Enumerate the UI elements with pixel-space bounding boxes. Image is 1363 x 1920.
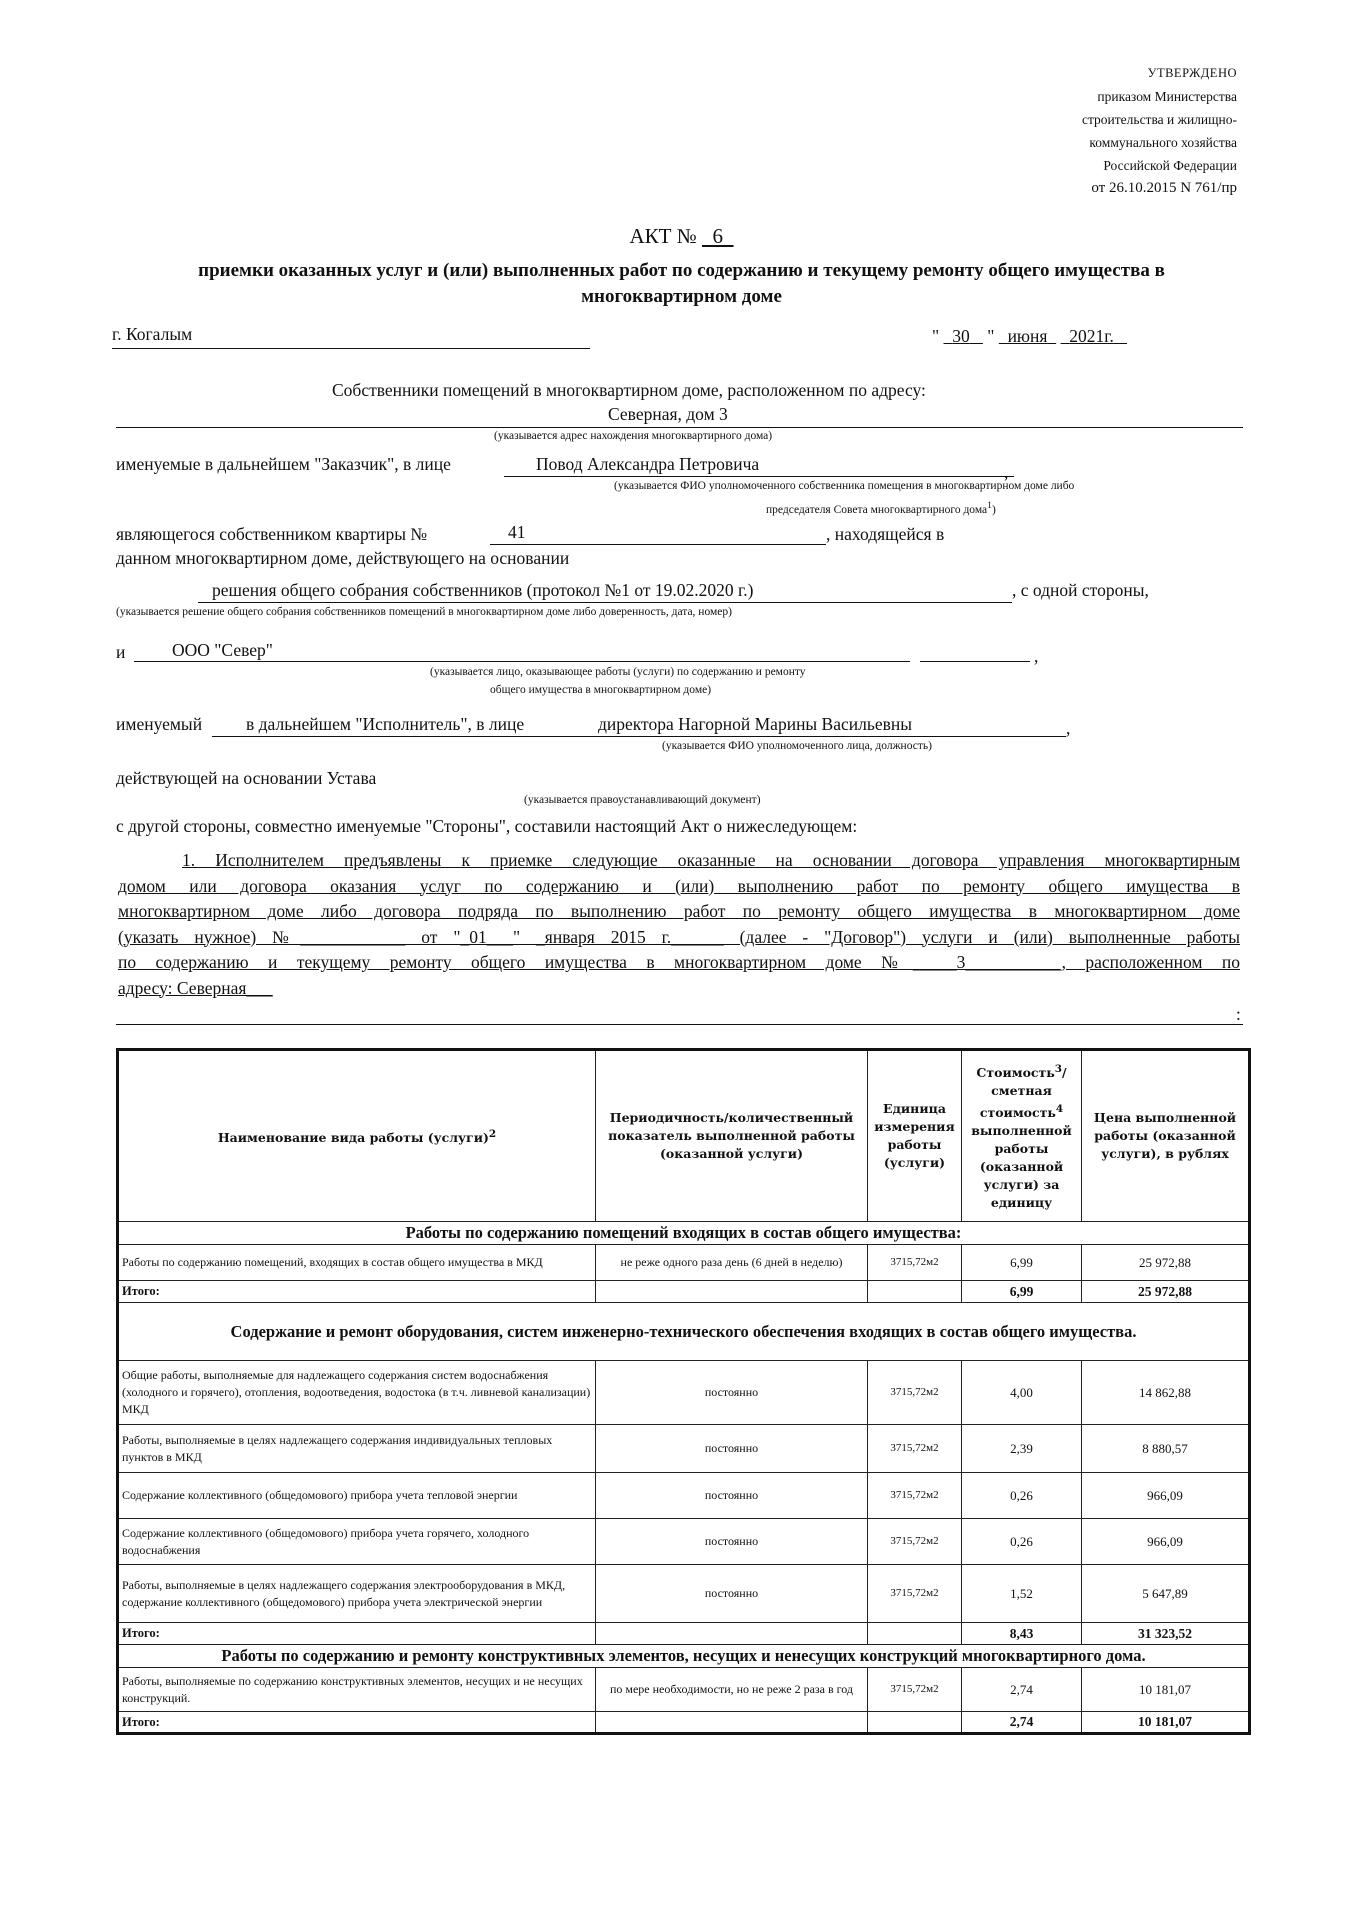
date-month xyxy=(999,326,1056,346)
person-hint: (указывается ФИО уполномоченного лица, должность) xyxy=(662,740,932,752)
work-name: Общие работы, выполняемые для надлежащего содержания систем водоснабжения (холодного и горячего), отопления, водоотведения, водостока (в т.ч. ливневой канализации) МКД xyxy=(118,1361,596,1425)
contractor-hint: (указывается лицо, оказывающее работы (услуги) по содержанию и ремонту xyxy=(430,666,806,678)
owner-suffix: , находящейся в xyxy=(826,524,945,544)
clause-colon: : xyxy=(1236,1004,1241,1024)
city-underline xyxy=(112,348,590,349)
total-label: Итого: xyxy=(118,1281,596,1303)
section-title: Содержание и ремонт оборудования, систем инженерно-технического обеспечения входящих в состав общего имущества. xyxy=(118,1303,1250,1361)
clause-text: по содержанию и текущему ремонту общего имущества в многоквартирном доме №_____3___________, расположенном по xyxy=(118,952,1240,972)
contractor-basis: действующей на основании Устава xyxy=(116,768,377,788)
clause-1 xyxy=(118,848,1240,1001)
basis-suffix: , с одной стороны, xyxy=(1012,580,1149,600)
owners-basis: решения общего собрания собственников (протокол №1 от 19.02.2020 г.) xyxy=(212,580,754,600)
contractor-underline xyxy=(134,661,910,662)
empty-cell xyxy=(868,1281,962,1303)
header-cost-text: /сметная стоимость xyxy=(979,1065,1067,1121)
customer-hint xyxy=(766,500,996,516)
work-periodicity: постоянно xyxy=(596,1473,868,1519)
date-year xyxy=(1061,326,1127,346)
work-cost: 2,74 xyxy=(962,1668,1082,1712)
section-title: Работы по содержанию и ремонту конструктивных элементов, несущих и ненесущих конструкций многоквартирного дома. xyxy=(118,1645,1250,1668)
footnote-mark: 3 xyxy=(1054,1062,1062,1075)
footnote-mark: 2 xyxy=(488,1127,497,1140)
customer-hint-end: ) xyxy=(991,503,996,516)
work-unit: 3715,72м2 xyxy=(868,1361,962,1425)
total-cost: 2,74 xyxy=(962,1712,1082,1734)
apartment-number: 41 xyxy=(508,522,526,542)
work-price: 5 647,89 xyxy=(1082,1565,1250,1623)
footnote-mark: 1 xyxy=(987,500,992,511)
footnote-mark: 4 xyxy=(1055,1103,1064,1115)
work-price: 25 972,88 xyxy=(1082,1245,1250,1281)
header-periodicity: Периодичность/количественный показатель выполненной работы (оказанной услуги) xyxy=(596,1050,868,1222)
work-cost: 0,26 xyxy=(962,1519,1082,1565)
work-cost: 6,99 xyxy=(962,1245,1082,1281)
basis-hint: (указывается решение общего собрания собственников помещений в многоквартирном доме либо доверенность, дата, номер) xyxy=(116,606,732,618)
work-name: Работы, выполняемые в целях надлежащего содержания электрооборудования в МКД, содержание коллективного (общедомового) прибора учета электрической энергии xyxy=(118,1565,596,1623)
work-name: Работы по содержанию помещений, входящих в состав общего имущества в МКД xyxy=(118,1245,596,1281)
work-cost: 2,39 xyxy=(962,1425,1082,1473)
header-name xyxy=(118,1050,596,1222)
approval-block xyxy=(1082,62,1237,200)
work-cost: 4,00 xyxy=(962,1361,1082,1425)
basis-underline xyxy=(198,602,1012,603)
clause-line xyxy=(118,899,1240,925)
total-price: 31 323,52 xyxy=(1082,1623,1250,1645)
table-row xyxy=(118,1473,1250,1519)
total-label: Итого: xyxy=(118,1712,596,1734)
work-periodicity: постоянно xyxy=(596,1565,868,1623)
header-cost xyxy=(962,1050,1082,1222)
section-row xyxy=(118,1645,1250,1668)
date-quote: " xyxy=(932,326,940,346)
table-row xyxy=(118,1668,1250,1712)
total-row xyxy=(118,1623,1250,1645)
table-row xyxy=(118,1245,1250,1281)
table-row xyxy=(118,1519,1250,1565)
customer-name: Повод Александра Петровича xyxy=(536,454,760,474)
customer-hint-text: председателя Совета многоквартирного дома xyxy=(766,503,988,516)
apartment-underline xyxy=(490,544,826,545)
work-price: 10 181,07 xyxy=(1082,1668,1250,1712)
contractor-name: ООО "Север" xyxy=(172,640,273,660)
date-month-value: июня xyxy=(1007,326,1048,346)
total-row xyxy=(118,1712,1250,1734)
work-name: Работы, выполняемые в целях надлежащего содержания индивидуальных тепловых пунктов в МКД xyxy=(118,1425,596,1473)
clause-underline xyxy=(116,1024,1243,1025)
clause-text: (указать нужное) №____________ от "_01___" _января 2015 г.______ (далее - "Договор") услуги и (или) выполненные работы xyxy=(118,926,1240,947)
person-comma: , xyxy=(1066,718,1071,738)
work-name: Работы, выполняемые по содержанию конструктивных элементов, несущих и не несущих конструкций. xyxy=(118,1668,596,1712)
approval-line: строительства и жилищно- xyxy=(1082,112,1237,127)
total-cost: 6,99 xyxy=(962,1281,1082,1303)
work-unit: 3715,72м2 xyxy=(868,1473,962,1519)
total-price: 25 972,88 xyxy=(1082,1281,1250,1303)
table-row xyxy=(118,1565,1250,1623)
empty-cell xyxy=(868,1623,962,1645)
contractor-hint: общего имущества в многоквартирном доме) xyxy=(490,684,712,696)
clause-text: домом или договора оказания услуг по содержанию и (или) выполнению работ по ремонту общего имущества в xyxy=(118,875,1240,896)
header-price: Цена выполненной работы (оказанной услуги), в рублях xyxy=(1082,1050,1250,1222)
date-year-value: 2021г. xyxy=(1069,326,1114,346)
basis-intro: данном многоквартирном доме, действующего на основании xyxy=(116,548,570,568)
named-prefix: именуемый xyxy=(116,714,203,734)
empty-cell xyxy=(868,1712,962,1734)
date-quote: " xyxy=(987,326,995,346)
work-periodicity: по мере необходимости, но не реже 2 раза в год xyxy=(596,1668,868,1712)
empty-cell xyxy=(596,1281,868,1303)
work-unit: 3715,72м2 xyxy=(868,1519,962,1565)
act-subtitle xyxy=(0,258,1363,310)
contractor-person: директора Нагорной Марины Васильевны xyxy=(598,714,913,734)
clause-line xyxy=(118,976,1240,1002)
table-header-row xyxy=(118,1050,1250,1222)
parties-statement: с другой стороны, совместно именуемые "Стороны", составили настоящий Акт о нижеследующем: xyxy=(116,816,858,836)
owner-prefix: являющегося собственником квартиры № xyxy=(116,524,428,544)
date xyxy=(932,326,1127,347)
approval-line: Российской Федерации xyxy=(1103,158,1237,173)
work-periodicity: постоянно xyxy=(596,1361,868,1425)
act-subtitle-line: приемки оказанных услуг и (или) выполненных работ по содержанию и текущему ремонту общего имущества в xyxy=(198,260,1165,281)
work-unit: 3715,72м2 xyxy=(868,1425,962,1473)
work-unit: 3715,72м2 xyxy=(868,1668,962,1712)
approval-line: от 26.10.2015 N 761/пр xyxy=(1091,180,1237,196)
date-day-value: 30 xyxy=(952,326,970,346)
address-hint: (указывается адрес нахождения многоквартирного дома) xyxy=(494,430,773,442)
work-unit: 3715,72м2 xyxy=(868,1565,962,1623)
section-row xyxy=(118,1222,1250,1245)
work-unit: 3715,72м2 xyxy=(868,1245,962,1281)
work-periodicity: постоянно xyxy=(596,1519,868,1565)
named-text: в дальнейшем "Исполнитель", в лице xyxy=(246,714,525,734)
work-price: 8 880,57 xyxy=(1082,1425,1250,1473)
clause-line xyxy=(118,874,1240,900)
customer-hint: (указывается ФИО уполномоченного собственника помещения в многоквартирном доме либо xyxy=(614,480,1075,492)
act-subtitle-line: многоквартирном доме xyxy=(581,286,782,307)
section-row xyxy=(118,1303,1250,1361)
work-name: Содержание коллективного (общедомового) прибора учета тепловой энергии xyxy=(118,1473,596,1519)
act-title-prefix: АКТ № xyxy=(629,224,697,248)
work-name: Содержание коллективного (общедомового) прибора учета горячего, холодного водоснабжения xyxy=(118,1519,596,1565)
comma: , xyxy=(1004,462,1009,482)
house-address: Северная, дом 3 xyxy=(608,404,728,424)
clause-text: адресу: Северная___ xyxy=(118,977,273,998)
basis-hint: (указывается правоустанавливающий документ) xyxy=(524,794,761,806)
header-unit: Единица измерения работы (услуги) xyxy=(868,1050,962,1222)
contractor-underline-extra xyxy=(920,661,1030,662)
person-underline xyxy=(212,736,1066,737)
clause-text: многоквартирном доме либо договора подряда по выполнению работ по ремонту общего имущества в многоквартирном доме xyxy=(118,901,1240,921)
work-price: 14 862,88 xyxy=(1082,1361,1250,1425)
empty-cell xyxy=(596,1712,868,1734)
total-price: 10 181,07 xyxy=(1082,1712,1250,1734)
owners-intro: Собственники помещений в многоквартирном доме, расположенном по адресу: xyxy=(332,380,926,400)
total-cost: 8,43 xyxy=(962,1623,1082,1645)
table-row xyxy=(118,1425,1250,1473)
works-table xyxy=(116,1048,1251,1735)
header-name-text: Наименование вида работы (услуги) xyxy=(217,1130,489,1146)
customer-underline xyxy=(504,476,1014,477)
approval-header: УТВЕРЖДЕНО xyxy=(1147,66,1237,80)
work-price: 966,09 xyxy=(1082,1519,1250,1565)
clause-text: 1. Исполнителем предъявлены к приемке следующие оказанные на основании договора управления многоквартирным xyxy=(182,850,1240,870)
work-periodicity: постоянно xyxy=(596,1425,868,1473)
contractor-comma: , xyxy=(1034,646,1039,666)
work-cost: 1,52 xyxy=(962,1565,1082,1623)
and-word: и xyxy=(116,642,126,662)
total-row xyxy=(118,1281,1250,1303)
total-label: Итого: xyxy=(118,1623,596,1645)
work-periodicity: не реже одного раза день (6 дней в неделю) xyxy=(596,1245,868,1281)
clause-line xyxy=(118,848,1240,874)
clause-line xyxy=(118,950,1240,976)
address-underline xyxy=(116,427,1243,428)
act-number xyxy=(702,224,734,248)
work-price: 966,09 xyxy=(1082,1473,1250,1519)
approval-line: приказом Министерства xyxy=(1097,89,1237,104)
clause-line xyxy=(118,925,1240,951)
date-day xyxy=(944,326,983,346)
customer-prefix: именуемые в дальнейшем "Заказчик", в лице xyxy=(116,454,451,474)
empty-cell xyxy=(596,1623,868,1645)
city: г. Когалым xyxy=(112,324,193,344)
act-title xyxy=(0,224,1363,249)
act-number-value: 6 xyxy=(712,224,724,248)
section-title: Работы по содержанию помещений входящих в состав общего имущества: xyxy=(118,1222,1250,1245)
approval-line: коммунального хозяйства xyxy=(1089,135,1237,150)
work-cost: 0,26 xyxy=(962,1473,1082,1519)
header-cost-text: Стоимость xyxy=(976,1065,1055,1080)
header-cost-text: выполненной работы (оказанной услуги) за единицу xyxy=(971,1123,1072,1211)
table-row xyxy=(118,1361,1250,1425)
